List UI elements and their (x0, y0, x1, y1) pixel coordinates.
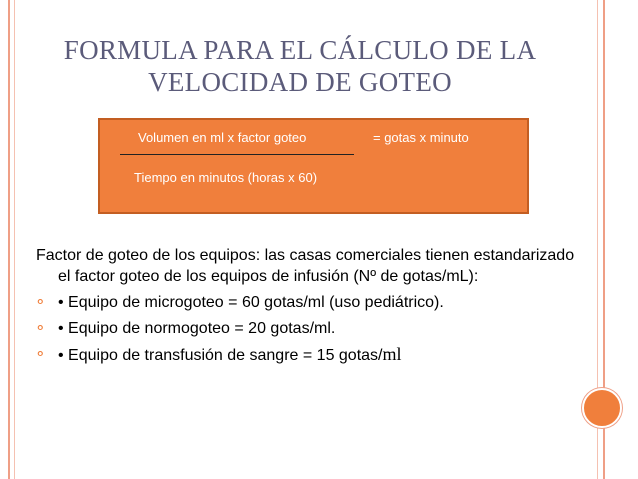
slide-frame-right-lower (603, 428, 605, 479)
list-item (36, 318, 576, 339)
slide-frame-right (603, 0, 605, 388)
bullet-unit-suffix: ml (382, 344, 402, 364)
formula-box (98, 118, 529, 214)
title-line-1: FORMULA PARA EL CÁLCULO DE LA (63, 35, 537, 65)
body-content (36, 245, 576, 366)
title-line-2: VELOCIDAD DE GOTEO (148, 67, 452, 97)
bullet-text: • Equipo de microgoteo = 60 gotas/ml (uso pediátrico). (58, 294, 444, 311)
slide-frame-left-inner (14, 0, 15, 479)
formula-denominator: Tiempo en minutos (horas x 60) (134, 170, 318, 185)
bullet-text: • Equipo de normogoteo = 20 gotas/ml. (58, 320, 336, 337)
fraction-line (120, 154, 354, 155)
formula-result: = gotas x minuto (373, 130, 469, 145)
list-item (36, 292, 576, 313)
slide-title (24, 34, 576, 98)
slide-frame-right-inner (597, 0, 598, 388)
bullet-icon: ⚬ (34, 320, 47, 337)
decorative-circle-icon (582, 388, 622, 428)
bullet-text: • Equipo de transfusión de sangre = 15 gotas/ (58, 347, 383, 364)
slide-frame-left (8, 0, 10, 479)
intro-paragraph: Factor de goteo de los equipos: las casas comerciales tienen estandarizado el factor goteo de los equipos de infusión (Nº de gotas/mL): (36, 247, 575, 285)
bullet-icon: ⚬ (34, 294, 47, 311)
slide-frame-right-inner-lower (597, 428, 598, 479)
list-item (36, 344, 576, 366)
formula-numerator: Volumen en ml x factor goteo (138, 130, 307, 145)
bullet-icon: ⚬ (34, 346, 47, 363)
